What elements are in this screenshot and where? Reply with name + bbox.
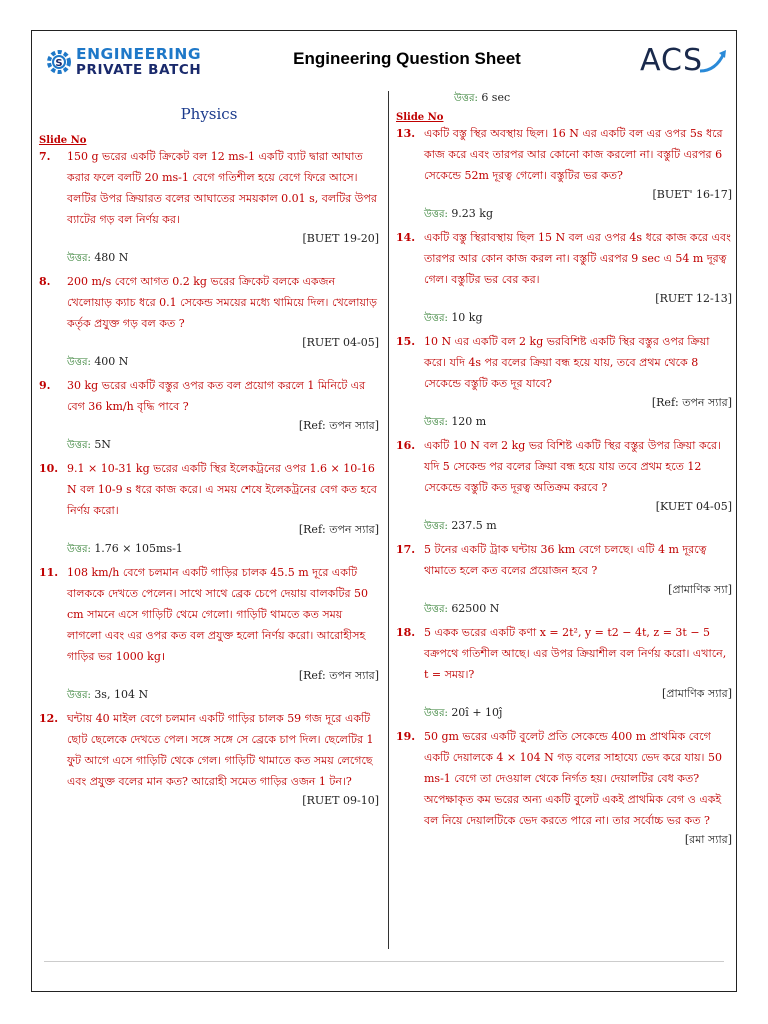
question-source: [RUET 04-05] [302,336,379,349]
question-text: 108 km/h বেগে চলমান একটি গাড়ির চালক 45.5 m দূরে একটি বালককে দেখতে পেলেন। সাথে সাথে ব্রেক চেপে দেয়ায় বালকটির 50 cm সামনে এসে গাড়িটি থেমে গেলো। গাড়িটি থামতে কত সময় লাগলো এবং এর ওপর কত বল প্রযুক্ত হলো নির্ণয় করো। আরোহীসহ গাড়ির ভর 1000 kg। [67,566,369,663]
question-number: 11. [39,566,59,579]
answer-row [39,685,379,706]
question-text-block [396,227,732,290]
question-text: একটি 10 N বল 2 kg ভর বিশিষ্ট একটি স্থির বস্তুর উপর ক্রিয়া করে। যদি 5 সেকেন্ড পর বলের ক্রিয়া বন্ধ হয়ে যায় তবে প্রথম হতে 12 সেকেন্ডে বস্তুটি কত দূরত্ব অতিক্রম করবে ? [424,439,722,494]
question-item [39,146,379,269]
question-source: [Ref: তপন স্যার] [298,523,379,536]
question-text: একটি বস্তু স্থির অবস্থায় ছিল। 16 N এর একটি বল এর ওপর 5s ধরে কাজ করে এবং তারপর আর কোনো কাজ করলো না। বস্তুটি এরপর 6 সেকেন্ডে 52m দূরত্ব গেলো। বস্তুটির ভর কত? [424,127,723,182]
header [32,31,738,93]
right-column [396,91,732,849]
question-text: 50 gm ভরের একটি বুলেট প্রতি সেকেন্ডে 400 m প্রাথমিক বেগে একটি দেয়ালকে 4 × 104 N গড় বলের সাহায্যে ভেদ করে যায়। 50 ms-1 বেগে তা দেওয়াল থেকে নির্গত হয়। দেয়ালটির বেধ কত? অপেক্ষাকৃত কম ভরের অন্য একটি বুলেট একই প্রাথমিক বেগ ও একই বল নিয়ে দেয়ালটিকে ভেদ করতে পারে না। তার সর্বোচ্চ ভর কত ? [424,730,722,827]
question-text-block [396,622,732,685]
question-source: [Ref: তপন স্যার] [298,419,379,432]
question-source: [প্রামাণিক স্যা] [668,583,732,596]
answer-label: উত্তর: [67,440,91,451]
acs-logo-text: ACS [640,43,703,78]
answer-row [396,599,732,620]
left-column [39,91,379,810]
question-text: 30 kg ভরের একটি বস্তুর ওপর কত বল প্রয়োগ করলে 1 মিনিটে এর বেগ 36 km/h বৃদ্ধি পাবে ? [67,379,366,413]
logo-line1: ENGINEERING [76,45,202,63]
slide-label: Slide No [39,135,87,146]
question-source: [Ref: তপন স্যার] [298,669,379,682]
question-source: [RUET 09-10] [302,794,379,807]
answer-value: 1.76 × 105ms-1 [94,542,183,555]
question-number: 7. [39,150,51,163]
question-source: [রমা স্যার] [684,833,732,846]
question-text-block [396,726,732,831]
answer-label: উত্তর: [67,357,91,368]
answer-row [396,412,732,433]
question-text: 5 টনের একটি ট্রাক ঘন্টায় 36 km বেগে চলছে। এটি 4 m দূরত্বে থামাতে হলে কত বলের প্রয়োজন হবে ? [424,543,707,577]
gear-icon [44,47,74,77]
question-item [39,271,379,373]
question-text: ঘন্টায় 40 মাইল বেগে চলমান একটি গাড়ির চালক 59 গজ দূরে একটি ছোট ছেলেকে দেখতে পেল। সঙ্গে সঙ্গে সে ব্রেকে চাপ দিল। ছেলেটির 1 ফুট আগে এসে গাড়িটি থেকে গেল। গাড়িটি থামাতে কত সময় লেগেছে এবং প্রযুক্ত বলের মান কত? আরোহী সমেত গাড়ির ওজন 1 টন।? [67,712,374,788]
question-number: 12. [39,712,59,725]
question-item [396,435,732,537]
answer-row [396,516,732,537]
question-list [396,123,732,849]
engineering-logo [44,45,204,79]
question-number: 17. [396,543,416,556]
question-item [396,123,732,225]
answer-label: উত্তর: [67,253,91,264]
question-item [396,331,732,433]
column-divider [388,91,389,949]
question-text: 150 g ভরের একটি ক্রিকেট বল 12 ms-1 একটি ব্যাট দ্বারা আঘাত করার ফলে বলটি 20 ms-1 বেগে গতিশীল হয়ে বেগে ফিরে আসে। বলটির উপর ক্রিয়ারত বলের আঘাতের সময়কাল 0.01 s, বলটির উপর ব্যাটের গড় বল নির্ণয় কর। [67,150,377,226]
question-source: [RUET 12-13] [655,292,732,305]
question-item [39,708,379,810]
answer-row [396,308,732,329]
subject-heading: Physics [180,105,238,123]
question-text-block [396,435,732,498]
question-source: [BUET 19-20] [302,232,379,245]
question-source: [BUET' 16-17] [652,188,732,201]
question-source: [KUET 04-05] [655,500,732,513]
sheet-title: Engineering Question Sheet [293,49,521,68]
answer-row [39,352,379,373]
answer-value: 237.5 m [451,519,497,532]
logo-line2: PRIVATE BATCH [76,62,202,78]
answer-row [396,703,732,724]
question-item [396,227,732,329]
answer-label: উত্তর: [424,209,448,220]
question-text: 5 একক ভরের একটি কণা x = 2t², y = t2 − 4t, z = 3t − 5 বক্রপথে গতিশীল আছে। এর উপর ক্রিয়াশীল বল নির্ণয় করো। এখানে, t = সময়।? [424,626,727,681]
answer-label: উত্তর: [67,690,91,701]
acs-logo [632,41,732,85]
answer-row [396,204,732,225]
answer-value: 480 N [94,251,129,264]
question-text-block [39,146,379,230]
question-text-block [39,562,379,667]
answer-label: উত্তর: [424,313,448,324]
question-item [396,726,732,849]
answer-value: 6 sec [481,91,511,104]
question-text-block [39,458,379,521]
answer-value: 5N [94,438,111,451]
question-text-block [396,123,732,186]
question-source: [প্রামাণিক স্যার] [662,687,732,700]
arrow-swoosh-icon [698,45,730,77]
answer-row [396,89,732,108]
answer-label: উত্তর: [454,93,478,104]
question-text: 10 N এর একটি বল 2 kg ভরবিশিষ্ট একটি স্থির বস্তুর ওপর ক্রিয়া করে। যদি 4s পর বলের ক্রিয়া বন্ধ হয়ে যায়, তবে প্রথম থেকে 8 সেকেন্ডে বস্তুটি কত দূর যাবে? [424,335,710,390]
question-number: 16. [396,439,416,452]
question-item [39,458,379,560]
question-item [39,562,379,706]
answer-row [39,248,379,269]
question-number: 18. [396,626,416,639]
question-number: 8. [39,275,51,288]
question-text-block [396,539,732,581]
answer-label: উত্তর: [424,521,448,532]
answer-value: 62500 N [451,602,500,615]
answer-value: 120 m [451,415,487,428]
answer-label: উত্তর: [424,604,448,615]
question-number: 14. [396,231,416,244]
question-item [396,622,732,724]
question-text-block [39,271,379,334]
answer-value: 3s, 104 N [94,688,149,701]
question-number: 9. [39,379,51,392]
question-number: 10. [39,462,59,475]
page-frame [31,30,737,992]
answer-label: উত্তর: [424,708,448,719]
answer-value: 9.23 kg [451,207,494,220]
svg-text:S: S [55,58,63,69]
question-text: 200 m/s বেগে আগত 0.2 kg ভরের ক্রিকেট বলকে একজন খেলোয়াড় ক্যাচ ধরে 0.1 সেকেন্ড সময়ের মধ্যে থামিয়ে দিল। খেলোয়াড় কর্তৃক প্রযুক্ত গড় বল কত ? [67,275,378,330]
question-item [396,539,732,620]
question-source: [Ref: তপন স্যার] [651,396,732,409]
question-text-block [396,331,732,394]
answer-value: 20î + 10ĵ [451,706,503,719]
answer-row [39,435,379,456]
footer-rule [44,961,724,962]
answer-row [39,539,379,560]
slide-label: Slide No [396,112,444,123]
answer-label: উত্তর: [424,417,448,428]
question-number: 13. [396,127,416,140]
question-list [39,146,379,810]
question-item [39,375,379,456]
answer-label: উত্তর: [67,544,91,555]
question-text: 9.1 × 10-31 kg ভরের একটি স্থির ইলেকট্রনের ওপর 1.6 × 10-16 N বল 10-9 s ধরে কাজ করে। এ সময় শেষে ইলেকট্রনের বেগ কত হবে নির্ণয় করো। [67,462,377,517]
question-number: 19. [396,730,416,743]
question-text-block [39,708,379,792]
question-text-block [39,375,379,417]
question-text: একটি বস্তু স্থিরাবস্থায় ছিল 15 N বল এর ওপর 4s ধরে কাজ করে এবং তারপর আর কোন কাজ করল না। বস্তুটি এরপর 9 sec এ 54 m দূরত্ব গেল। বস্তুটির ভর বের কর। [424,231,731,286]
answer-value: 400 N [94,355,129,368]
question-number: 15. [396,335,416,348]
answer-value: 10 kg [451,311,483,324]
